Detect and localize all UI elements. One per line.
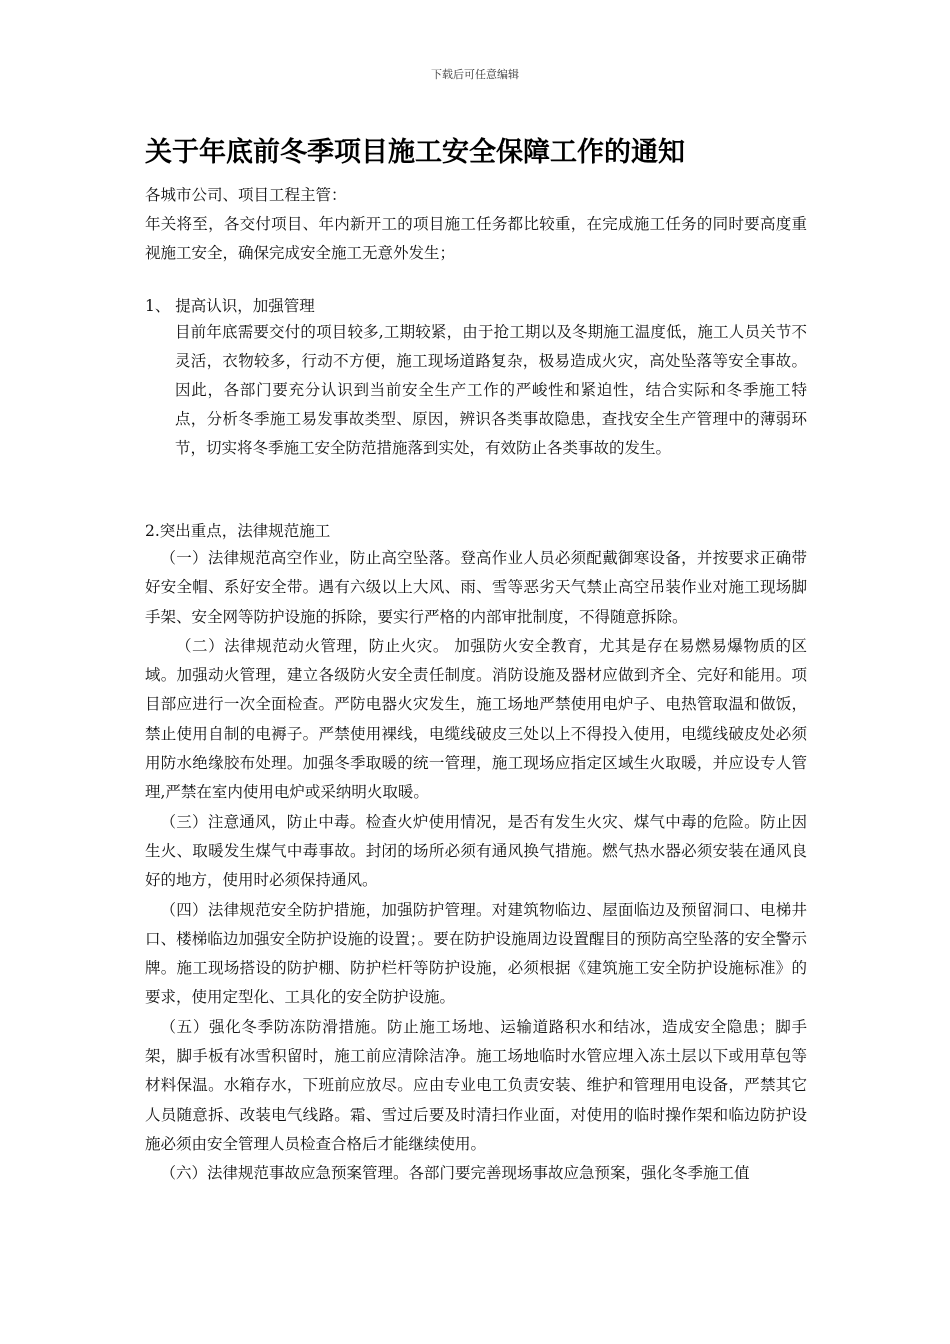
section-2-item-3: （三）注意通风，防止中毒。检查火炉使用情况，是否有发生火灾、煤气中毒的危险。防止因生火、取暖发生煤气中毒事故。封闭的场所必须有通风换气措施。燃气热水器必须安装在通风良好的地方，使用时必须保持通风。 <box>145 812 807 890</box>
section-1-heading: 1、 提高认识，加强管理 <box>145 297 315 315</box>
section-2-item-4: （四）法律规范安全防护措施，加强防护管理。对建筑物临边、屋面临边及预留洞口、电梯井口、楼梯临边加强安全防护设施的设置；。要在防护设施周边设置醒目的预防高空坠落的安全警示牌。施工现场搭设的防护棚、防护栏杆等防护设施，必须根据《建筑施工安全防护设施标准》的要求，使用定型化、工具化的安全防护设施。 <box>145 900 807 1007</box>
salutation: 各城市公司、项目工程主管： <box>145 186 347 204</box>
document-title: 关于年底前冬季项目施工安全保障工作的通知 <box>145 137 685 168</box>
header-note: 下载后可任意编辑 <box>431 68 519 81</box>
section-1-body: 目前年底需要交付的项目较多,工期较紧，由于抢工期以及冬期施工温度低，施工人员关节不灵活，衣物较多，行动不方便，施工现场道路复杂，极易造成火灾，高处坠落等安全事故。因此，各部门要充分认识到当前安全生产工作的严峻性和紧迫性，结合实际和冬季施工特点，分析冬季施工易发事故类型、原因，辨识各类事故隐患，查找安全生产管理中的薄弱环节，切实将冬季施工安全防范措施落到实处，有效防止各类事故的发生。 <box>175 323 807 457</box>
intro-block <box>145 181 807 268</box>
section-2-item-6: （六）法律规范事故应急预案管理。各部门要完善现场事故应急预案，强化冬季施工值 <box>160 1164 750 1183</box>
section-2-item-2: （二）法律规范动火管理，防止火灾。 加强防火安全教育，尤其是存在易燃易爆物质的区域。加强动火管理，建立各级防火安全责任制度。消防设施及器材应做到齐全、完好和能用。项目部应进行一次全面检查。严防电器火灾发生，施工场地严禁使用电炉子、电热管取温和做饭，禁止使用自制的电褥子。严禁使用裸线，电缆线破皮三处以上不得投入使用，电缆线破皮处必须用防水绝缘胶布处理。加强冬季取暖的统一管理，施工现场应指定区域生火取暖，并应设专人管理,严禁在室内使用电炉或采纳明火取暖。 <box>145 636 807 802</box>
section-2-heading: 2.突出重点，法律规范施工 <box>145 522 331 540</box>
section-2-item-1: （一）法律规范高空作业，防止高空坠落。登高作业人员必须配戴御寒设备，并按要求正确带好安全帽、系好安全带。遇有六级以上大风、雨、雪等恶劣天气禁止高空吊装作业对施工现场脚手架、安全网等防护设施的拆除，要实行严格的内部审批制度，不得随意拆除。 <box>145 549 807 626</box>
section-2-body <box>145 544 807 1189</box>
section-2-item-5: （五）强化冬季防冻防滑措施。防止施工场地、运输道路积水和结冰，造成安全隐患；脚手架，脚手板有冰雪积留时，施工前应清除洁净。施工场地临时水管应埋入冻土层以下或用草包等材料保温。水箱存水，下班前应放尽。应由专业电工负责安装、维护和管理用电设备，严禁其它人员随意拆、改装电气线路。霜、雪过后要及时清扫作业面，对使用的临时操作架和临边防护设施必须由安全管理人员检查合格后才能继续使用。 <box>145 1017 807 1153</box>
intro-paragraph: 年关将至，各交付项目、年内新开工的项目施工任务都比较重，在完成施工任务的同时要高度重视施工安全，确保完成安全施工无意外发生； <box>145 215 807 262</box>
